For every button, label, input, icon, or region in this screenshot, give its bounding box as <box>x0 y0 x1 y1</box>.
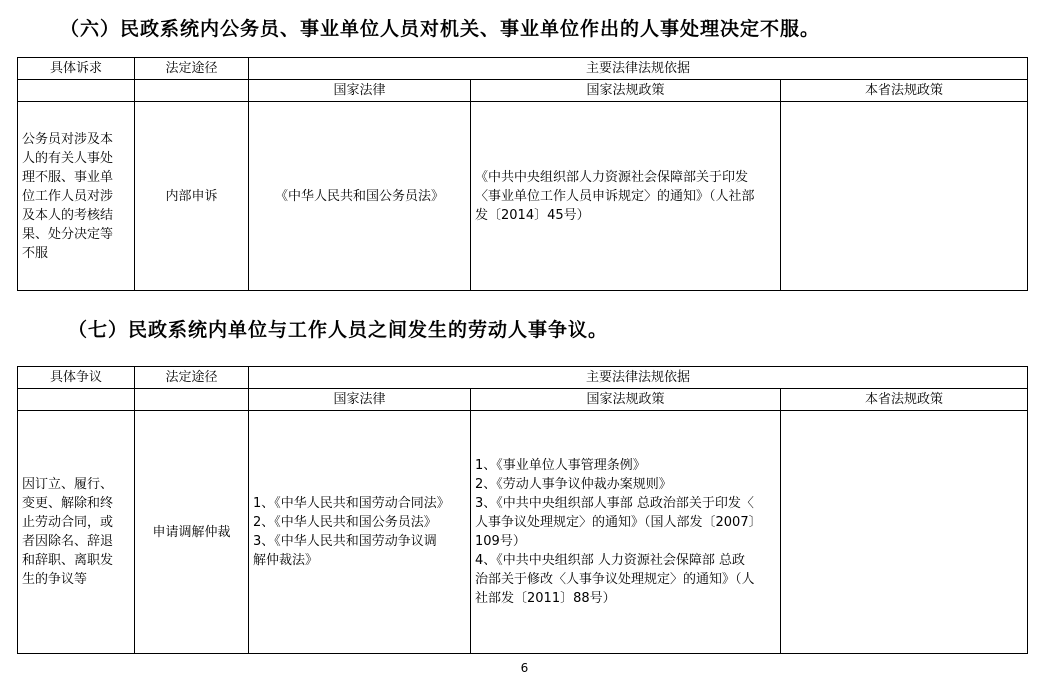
header-national-law: 国家法律 <box>249 80 471 102</box>
dispute-line: 者因除名、辞退 <box>22 534 114 549</box>
law-line: 1、《中华人民共和国劳动合同法》 <box>253 496 450 511</box>
dispute-line: 因订立、履行、 <box>22 477 114 492</box>
policy-line: 社部发〔2011〕88号） <box>475 591 616 606</box>
policy-line: 〈事业单位工作人员申诉规定〉的通知》（人社部 <box>475 188 755 204</box>
policy-line: 发〔2014〕45号） <box>475 207 590 223</box>
table-header-row <box>18 58 1028 80</box>
header-national-policy: 国家法规政策 <box>471 80 781 102</box>
law-cell: 《中华人民共和国公务员法》 <box>249 102 471 291</box>
law-line: 2、《中华人民共和国公务员法》 <box>253 515 437 530</box>
provincial-cell <box>781 102 1028 291</box>
dispute-line: 变更、解除和终 <box>22 496 114 511</box>
law-line: 3、《中华人民共和国劳动争议调 <box>253 534 437 549</box>
policy-line: 4、《中共中央组织部 人力资源社会保障部 总政 <box>475 553 746 568</box>
page-number: 6 <box>520 661 529 675</box>
header-empty <box>135 389 249 411</box>
header-empty <box>135 80 249 102</box>
header-main-basis: 主要法律法规依据 <box>249 367 1028 389</box>
section-7-table <box>17 366 1028 654</box>
policy-line: 2、《劳动人事争议仲裁办案规则》 <box>475 477 672 492</box>
policy-cell <box>471 411 781 654</box>
policy-line: 1、《事业单位人事管理条例》 <box>475 458 646 473</box>
header-empty <box>18 389 135 411</box>
dispute-line: 止劳动合同，或 <box>22 515 114 530</box>
claim-line: 不服 <box>22 245 49 261</box>
claim-cell <box>18 102 135 291</box>
policy-cell <box>471 102 781 291</box>
table-subheader-row <box>18 389 1028 411</box>
dispute-line: 和辞职、离职发 <box>22 553 114 568</box>
section-7-heading: （七）民政系统内单位与工作人员之间发生的劳动人事争议。 <box>68 319 609 341</box>
header-provincial-policy: 本省法规政策 <box>781 80 1028 102</box>
policy-line: 109号） <box>475 534 526 549</box>
dispute-line: 生的争议等 <box>22 572 88 587</box>
header-empty <box>18 80 135 102</box>
claim-line: 理不服、事业单 <box>22 169 114 185</box>
policy-line: 《中共中央组织部人力资源社会保障部关于印发 <box>475 169 749 185</box>
claim-line: 人的有关人事处 <box>22 150 114 166</box>
table-row <box>18 102 1028 291</box>
header-claim: 具体诉求 <box>18 58 135 80</box>
claim-line: 位工作人员对涉 <box>22 188 114 204</box>
header-route: 法定途径 <box>135 367 249 389</box>
claim-line: 公务员对涉及本 <box>22 131 114 147</box>
table-header-row <box>18 367 1028 389</box>
header-provincial-policy: 本省法规政策 <box>781 389 1028 411</box>
claim-line: 及本人的考核结 <box>22 207 114 223</box>
header-dispute: 具体争议 <box>18 367 135 389</box>
policy-line: 人事争议处理规定〉的通知》（国人部发〔2007〕 <box>475 515 762 530</box>
policy-line: 治部关于修改〈人事争议处理规定〉的通知》（人 <box>475 572 755 587</box>
header-route: 法定途径 <box>135 58 249 80</box>
header-national-policy: 国家法规政策 <box>471 389 781 411</box>
section-6-table <box>17 57 1028 291</box>
header-national-law: 国家法律 <box>249 389 471 411</box>
provincial-cell <box>781 411 1028 654</box>
claim-line: 果、处分决定等 <box>22 226 114 242</box>
section-6-heading: （六）民政系统内公务员、事业单位人员对机关、事业单位作出的人事处理决定不服。 <box>60 18 821 40</box>
route-cell: 申请调解仲裁 <box>135 411 249 654</box>
table-subheader-row <box>18 80 1028 102</box>
header-main-basis: 主要法律法规依据 <box>249 58 1028 80</box>
law-cell <box>249 411 471 654</box>
policy-line: 3、《中共中央组织部人事部 总政治部关于印发〈 <box>475 496 754 511</box>
law-line: 解仲裁法》 <box>253 553 319 568</box>
table-row <box>18 411 1028 654</box>
dispute-cell <box>18 411 135 654</box>
route-cell: 内部申诉 <box>135 102 249 291</box>
